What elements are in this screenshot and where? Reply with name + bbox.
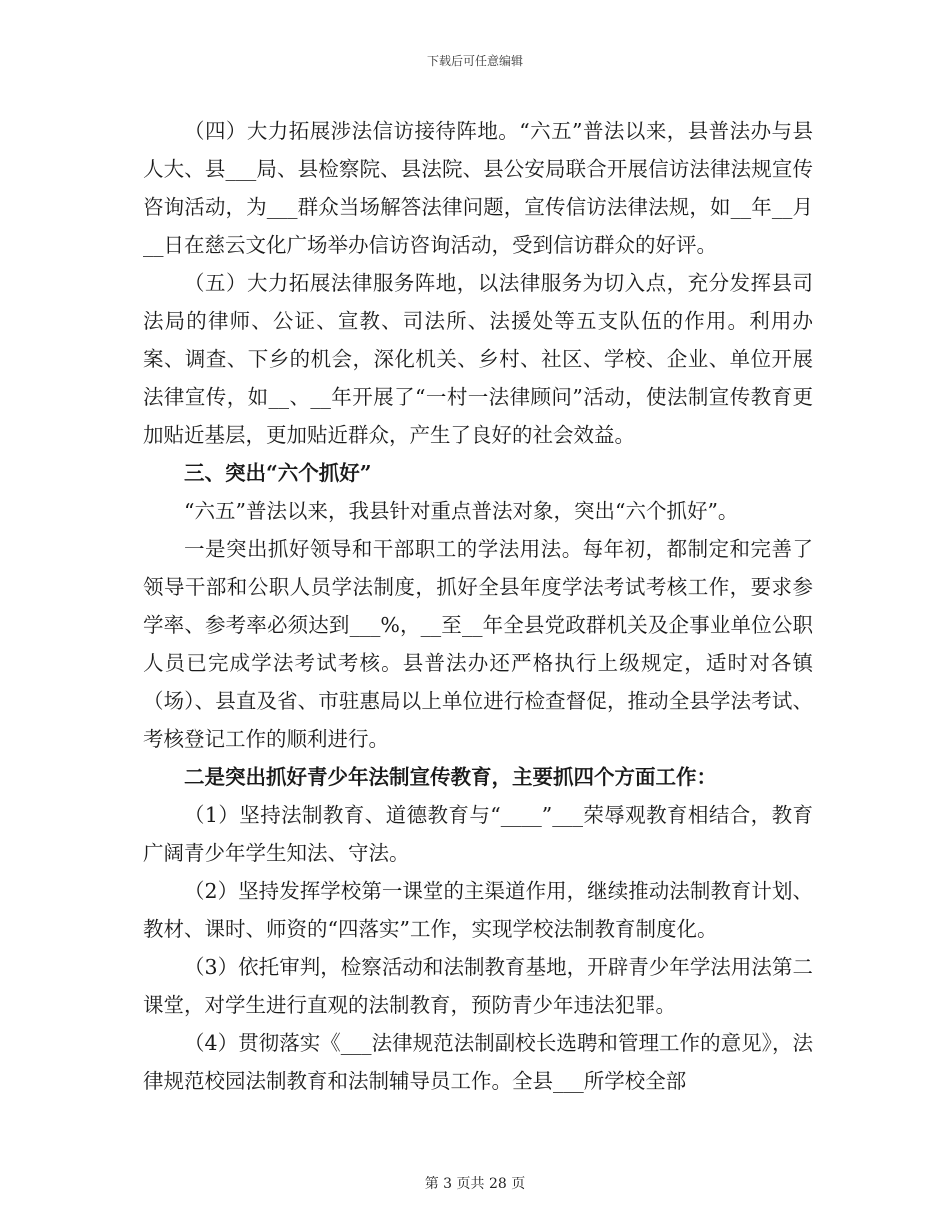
- paragraph-item-2: （2）坚持发挥学校第一课堂的主渠道作用，继续推动法制教育计划、教材、课时、师资的“四落实”工作，实现学校法制教育制度化。: [143, 879, 813, 941]
- header-note: 下载后可任意编辑: [426, 54, 523, 68]
- paragraph-intro: “六五”普法以来，我县针对重点普法对象，突出“六个抓好”。: [184, 499, 739, 523]
- document-body: [143, 112, 813, 1100]
- page-number: 第 3 页共 28 页: [424, 1176, 526, 1192]
- paragraph-point-2-heading: 二是突出抓好青少年法制宣传教育，主要抓四个方面工作：: [184, 765, 717, 789]
- paragraph-point-1: 一是突出抓好领导和干部职工的学法用法。每年初，都制定和完善了领导干部和公职人员学法制度，抓好全县年度学法考试考核工作，要求参学率、参考率必须达到___%，__至__年全县党政群机关及企事业单位公职人员已完成学法考试考核。县普法办还严格执行上级规定，适时对各镇（场）、县直及省、市驻惠局以上单位进行检查督促，推动全县学法考试、考核登记工作的顺利进行。: [143, 537, 813, 751]
- paragraph-item-4: （4）贯彻落实《___法律规范法制副校长选聘和管理工作的意见》，法律规范校园法制教育和法制辅导员工作。全县___所学校全部: [143, 1031, 813, 1093]
- paragraph-section-5: （五）大力拓展法律服务阵地，以法律服务为切入点，充分发挥县司法局的律师、公证、宣教、司法所、法援处等五支队伍的作用。利用办案、调查、下乡的机会，深化机关、乡村、社区、学校、企业、单位开展法律宣传，如__、__年开展了“一村一法律顾问”活动，使法制宣传教育更加贴近基层，更加贴近群众，产生了良好的社会效益。: [143, 271, 813, 447]
- paragraph-item-3: （3）依托审判，检察活动和法制教育基地，开辟青少年学法用法第二课堂，对学生进行直观的法制教育，预防青少年违法犯罪。: [143, 955, 813, 1017]
- paragraph-section-4: （四）大力拓展涉法信访接待阵地。“六五”普法以来，县普法办与县人大、县___局、县检察院、县法院、县公安局联合开展信访法律法规宣传咨询活动，为___群众当场解答法律问题，宣传信访法律法规，如__年__月__日在慈云文化广场举办信访咨询活动，受到信访群众的好评。: [143, 119, 813, 257]
- section-heading-3: 三、突出“六个抓好”: [184, 461, 372, 485]
- paragraph-item-1: （1）坚持法制教育、道德教育与“____”___荣辱观教育相结合，教育广阔青少年学生知法、守法。: [143, 803, 813, 865]
